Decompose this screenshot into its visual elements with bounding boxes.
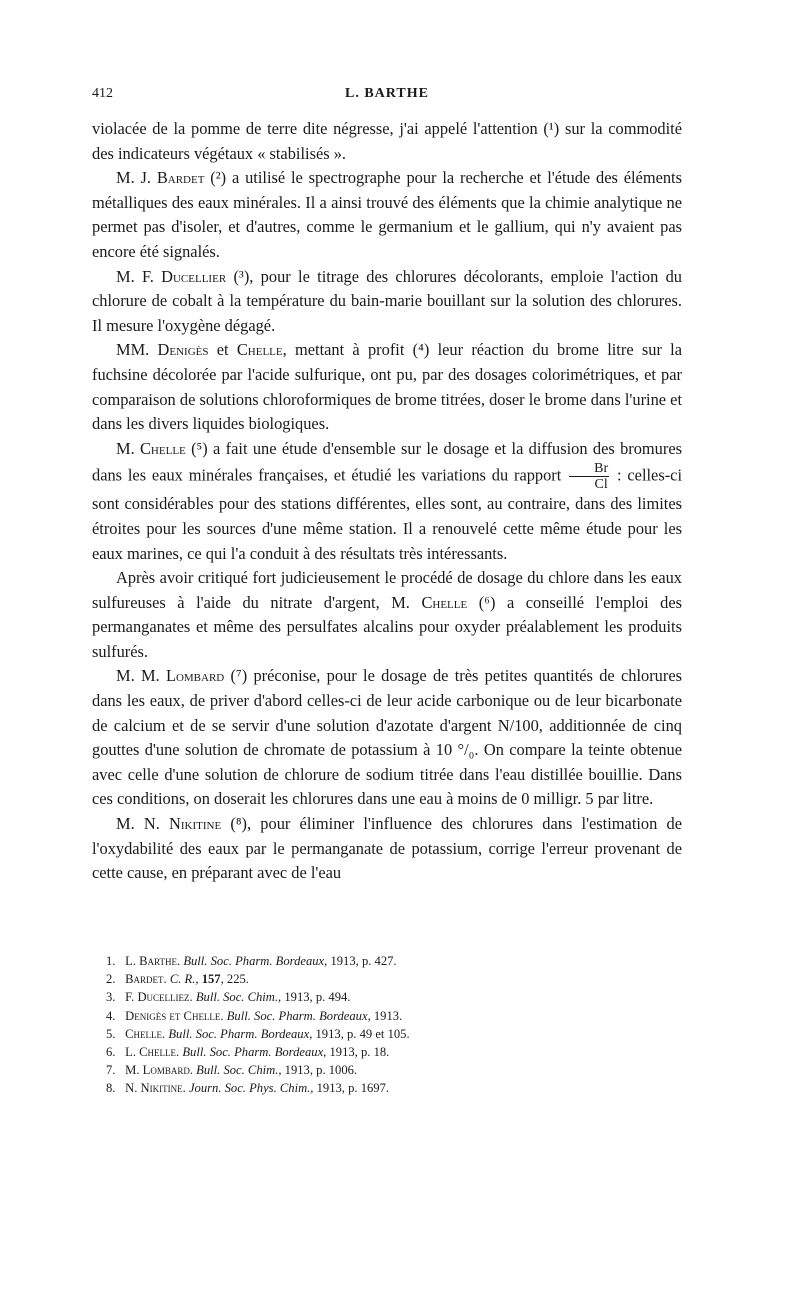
author-name: Chelle — [140, 438, 186, 458]
footnote — [106, 1007, 682, 1025]
footnote-author: L. Chelle. — [125, 1045, 180, 1060]
paragraph-text: violacée de la pomme de terre dite négresse, j'ai appelé l'attention (¹) sur la commodité des indicateurs végétaux « stabilisés ». — [92, 119, 682, 163]
footnote-author: F. Ducelliez. — [125, 990, 193, 1005]
footnote-ref: (⁷) — [230, 666, 248, 686]
footnote-number: 4. — [106, 1008, 116, 1023]
footnote-details: 1913, p. 1006. — [281, 1063, 358, 1078]
footnote-journal: Bull. Soc. Chim., — [196, 1063, 282, 1078]
paragraph — [92, 338, 682, 436]
paragraph-connector: et — [208, 340, 237, 360]
running-header — [92, 86, 682, 108]
footnote-ref: (⁴) — [412, 340, 430, 360]
paragraph-lead: M. — [116, 438, 140, 458]
footnote-number: 6. — [106, 1045, 116, 1060]
footnote-author: Denigès et Chelle. — [125, 1008, 224, 1023]
author-name: Lombard — [165, 666, 225, 686]
body-text — [92, 117, 682, 886]
paragraph-text: leur réaction du brome litre sur la fuchsine décolorée par l'acide sulfurique, ont pu, par des dosages colorimétriques, et par comparaison de solutions chloroformiques de brome titrées, doser le brome dans l'urine et dans les divers liquides biologiques. — [92, 340, 683, 434]
paragraph — [92, 437, 682, 566]
paragraph-text: , pour éliminer l'influence des chlorures dans l'estimation de l'oxydabilité des eaux par le permanganate de potassium, corrige l'erreur provenant de cette cause, en préparant avec de l'eau — [92, 814, 682, 883]
footnote — [106, 988, 682, 1006]
footnote-details: 1913. — [370, 1008, 403, 1023]
paragraph-text: a conseillé l'emploi des permanganates et même des persulfates alcalins pour oxyder préalablement les produits sulfurés. — [92, 592, 682, 661]
footnote-details: , 225. — [220, 972, 249, 987]
footnote — [106, 1061, 682, 1079]
paragraph — [92, 566, 682, 664]
bromine-chlorine-ratio — [569, 461, 609, 492]
footnote-ref: (⁶) — [478, 592, 496, 612]
footnote-number: 7. — [106, 1063, 116, 1078]
paragraph-text: a utilisé le spectrographe pour la recherche et l'étude des éléments métalliques des eaux minérales. Il a ainsi trouvé des éléments que la chimie analytique ne permet pas d'isoler, et d'autres, comme le germanium et le gallium, qui n'y avaient pas encore été signalés. — [92, 168, 682, 261]
footnote-number: 2. — [106, 972, 116, 987]
footnote — [106, 1025, 682, 1043]
footnote-journal: C. R., — [169, 972, 199, 987]
footnote-ref: (²) — [210, 168, 227, 188]
footnote-ref: (⁸) — [230, 814, 248, 834]
paragraph — [92, 166, 682, 264]
paragraph — [92, 265, 682, 339]
footnote-number: 3. — [106, 990, 116, 1005]
author-name: Ducellier — [161, 266, 227, 286]
page-number: 412 — [92, 86, 113, 101]
paragraph-text: , mettant à profit — [282, 340, 413, 360]
footnote-details: 1913, p. 427. — [327, 954, 397, 968]
paragraph-lead: M. N. — [116, 814, 170, 834]
footnote — [106, 1043, 682, 1061]
footnote-author: N. Nikitine. — [125, 1081, 186, 1096]
footnote-ref: (³) — [233, 266, 250, 286]
paragraph — [92, 812, 682, 886]
footnote-ref: (⁵) — [191, 438, 208, 458]
footnote-journal: Bull. Soc. Pharm. Bordeaux, — [182, 1045, 327, 1060]
paragraph-text: Après avoir critiqué fort judicieusement le procédé de dosage du chlore dans les eaux sulfureuses à l'aide du nitrate d'argent, M. — [92, 568, 682, 612]
paragraph — [92, 117, 682, 166]
footnote-details: 1913, p. 1697. — [313, 1081, 390, 1096]
footnote-details: 1913, p. 18. — [326, 1045, 390, 1060]
author-name: Nikitine — [169, 814, 222, 834]
footnote-number: 5. — [106, 1026, 116, 1041]
paragraph-lead: M. F. — [116, 266, 162, 286]
fraction-denominator: Cl — [594, 477, 608, 493]
footnote — [106, 952, 682, 970]
footnote-details: 1913, p. 494. — [281, 990, 351, 1005]
footnote-author: Chelle. — [125, 1026, 166, 1041]
footnote-details: 1913, p. 49 et 105. — [312, 1026, 410, 1041]
paragraph-lead: MM. — [116, 340, 158, 360]
footnote — [106, 1079, 682, 1097]
footnote-journal: Bull. Soc. Chim., — [195, 990, 282, 1005]
paragraph — [92, 664, 682, 812]
footnote-author: Bardet. — [125, 972, 167, 987]
paragraph-lead: M. J. — [116, 168, 157, 188]
paragraph-text: , pour le titrage des chlorures décolorants, emploie l'action du chlorure de cobalt à la température du bain-marie bouillant sur la solution des chlorures. Il mesure l'oxygène dégagé. — [92, 266, 682, 335]
footnote-journal: Bull. Soc. Pharm. Bordeaux, — [168, 1026, 313, 1041]
running-title: L. BARTHE — [345, 86, 429, 101]
footnote-number: 8. — [106, 1081, 116, 1096]
fraction-numerator: Br — [569, 461, 609, 477]
author-name: Chelle — [421, 592, 468, 612]
paragraph-text: a fait une étude d'ensemble sur le dosage et la diffusion des bromures dans les eaux minérales françaises, et étudié les variations du rapport — [92, 438, 682, 485]
footnotes — [106, 952, 682, 1098]
author-name: Denigès — [157, 340, 209, 360]
author-name: Chelle — [236, 340, 283, 360]
footnote-journal: Bull. Soc. Pharm. Bordeaux, — [226, 1008, 371, 1023]
footnote-author: M. Lombard. — [125, 1063, 193, 1078]
footnote-number: 1. — [106, 954, 116, 968]
footnote-journal: Bull. Soc. Pharm. Bordeaux, — [183, 954, 328, 968]
footnote-author: L. Barthe. — [125, 954, 181, 968]
paragraph-text: préconise, pour le dosage de très petites quantités de chlorures dans les eaux, de priver d'abord celles-ci de leur acide carbonique ou de leur bicarbonate de calcium et de se servir d'une solution d'azotate d'argent N/100, additionnée de cinq gouttes d'une solution de chromate de potassium à 10 °/₀. On compare la teinte obtenue avec celle d'une solution de chlorure de sodium titrée dans l'eau distillée bouillie. Dans ces conditions, on doserait les chlorures dans une eau à moins de 0 milligr. 5 par litre. — [92, 666, 682, 809]
paragraph-text: : celles-ci sont considérables pour des stations différentes, elles sont, au contraire, dans des limites étroites pour les sources d'une même station. Il a renouvelé cette même étude pour les eaux marines, ce qui l'a conduit à des résultats très intéressants. — [92, 465, 682, 563]
footnote-journal: Journ. Soc. Phys. Chim., — [188, 1081, 314, 1096]
footnote-volume: 157 — [201, 972, 221, 987]
author-name: Bardet — [156, 168, 205, 188]
footnote — [106, 970, 682, 988]
paragraph-lead: M. M. — [116, 666, 166, 686]
